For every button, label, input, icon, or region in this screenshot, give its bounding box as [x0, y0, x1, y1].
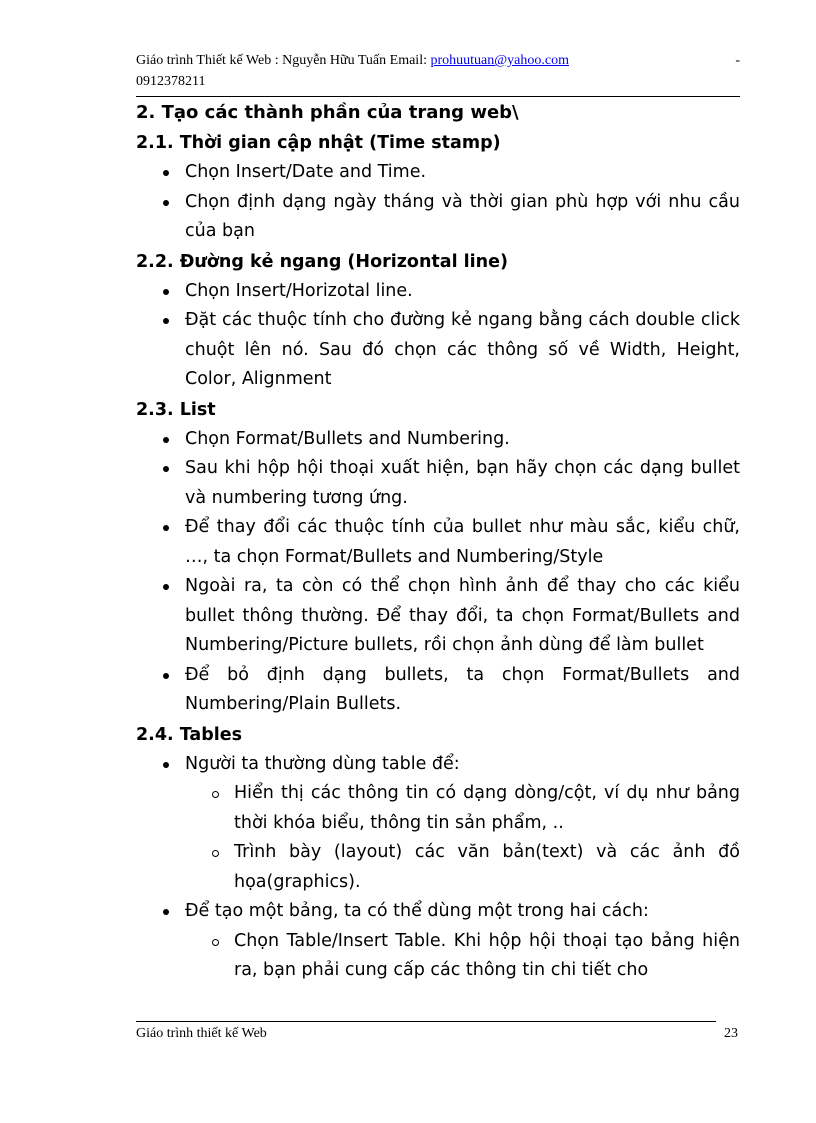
list-item: Ngoài ra, ta còn có thể chọn hình ảnh để thay cho các kiểu bullet thông thường. Để thay đổi, ta chọn Format/Bullets and Numbering/Picture bullets, rồi chọn ảnh dùng để làm bullet	[136, 572, 740, 661]
bullet-circle-icon	[212, 791, 219, 798]
header-text: Giáo trình Thiết kế Web : Nguyễn Hữu Tuấn Email:	[136, 53, 431, 68]
page-footer	[136, 1024, 740, 1044]
list-item: Để bỏ định dạng bullets, ta chọn Format/Bullets and Numbering/Plain Bullets.	[136, 661, 740, 720]
section-heading-2-2: 2.2. Đường kẻ ngang (Horizontal line)	[136, 251, 508, 272]
list-item: Chọn Insert/Date and Time.	[136, 158, 740, 188]
list-item: Sau khi hộp hội thoại xuất hiện, bạn hãy chọn các dạng bullet và numbering tương ứng.	[136, 454, 740, 513]
footer-rule	[136, 1021, 716, 1022]
list-item: Chọn Insert/Horizotal line.	[136, 277, 740, 307]
header-rule	[136, 96, 740, 97]
bullet-dot-icon	[163, 318, 169, 324]
bullet-dot-icon	[163, 525, 169, 531]
sub-list-item: Hiển thị các thông tin có dạng dòng/cột, ví dụ như bảng thời khóa biểu, thông tin sản phẩm, ..	[185, 779, 740, 838]
list-2-1	[136, 158, 740, 247]
bullet-dot-icon	[163, 762, 169, 768]
bullet-circle-icon	[212, 939, 219, 946]
bullet-dot-icon	[163, 437, 169, 443]
section-heading-2-3: 2.3. List	[136, 399, 216, 420]
sub-list	[185, 927, 740, 986]
email-link[interactable]: prohuutuan@yahoo.com	[430, 53, 569, 68]
page-content	[136, 98, 740, 986]
list-2-3	[136, 425, 740, 720]
footer-title: Giáo trình thiết kế Web	[136, 1026, 267, 1041]
list-item: Người ta thường dùng table để: Hiển thị các thông tin có dạng dòng/cột, ví dụ như bảng thời khóa biểu, thông tin sản phẩm, .. Trình bày (layout) các văn bản(text) và các ảnh đồ họa(graphics).	[136, 750, 740, 898]
sub-list-item: Chọn Table/Insert Table. Khi hộp hội thoại tạo bảng hiện ra, bạn phải cung cấp các thông tin chi tiết cho	[185, 927, 740, 986]
header-phone: 0912378211	[136, 74, 206, 89]
bullet-dot-icon	[163, 170, 169, 176]
sub-list-item: Trình bày (layout) các văn bản(text) và các ảnh đồ họa(graphics).	[185, 838, 740, 897]
list-item: Chọn Format/Bullets and Numbering.	[136, 425, 740, 455]
page-number: 23	[724, 1026, 738, 1041]
sub-list	[185, 779, 740, 897]
list-item: Đặt các thuộc tính cho đường kẻ ngang bằng cách double click chuột lên nó. Sau đó chọn các thông số về Width, Height, Color, Alignment	[136, 306, 740, 395]
bullet-dot-icon	[163, 909, 169, 915]
bullet-circle-icon	[212, 850, 219, 857]
list-item: Để tạo một bảng, ta có thể dùng một trong hai cách: Chọn Table/Insert Table. Khi hộp hội thoại tạo bảng hiện ra, bạn phải cung cấp các thông tin chi tiết cho	[136, 897, 740, 986]
section-heading-2-1: 2.1. Thời gian cập nhật (Time stamp)	[136, 133, 501, 153]
section-heading-2-4: 2.4. Tables	[136, 724, 243, 745]
bullet-dot-icon	[163, 466, 169, 472]
list-2-2	[136, 277, 740, 395]
bullet-dot-icon	[163, 200, 169, 206]
bullet-dot-icon	[163, 289, 169, 295]
section-heading-main: 2. Tạo các thành phần của trang web\	[136, 102, 519, 123]
list-item: Chọn định dạng ngày tháng và thời gian phù hợp với nhu cầu của bạn	[136, 188, 740, 247]
page-header	[136, 50, 740, 92]
bullet-dot-icon	[163, 673, 169, 679]
list-2-4	[136, 750, 740, 986]
bullet-dot-icon	[163, 584, 169, 590]
list-item: Để thay đổi các thuộc tính của bullet như màu sắc, kiểu chữ, …, ta chọn Format/Bullets and Numbering/Style	[136, 513, 740, 572]
header-dash: -	[735, 53, 740, 68]
